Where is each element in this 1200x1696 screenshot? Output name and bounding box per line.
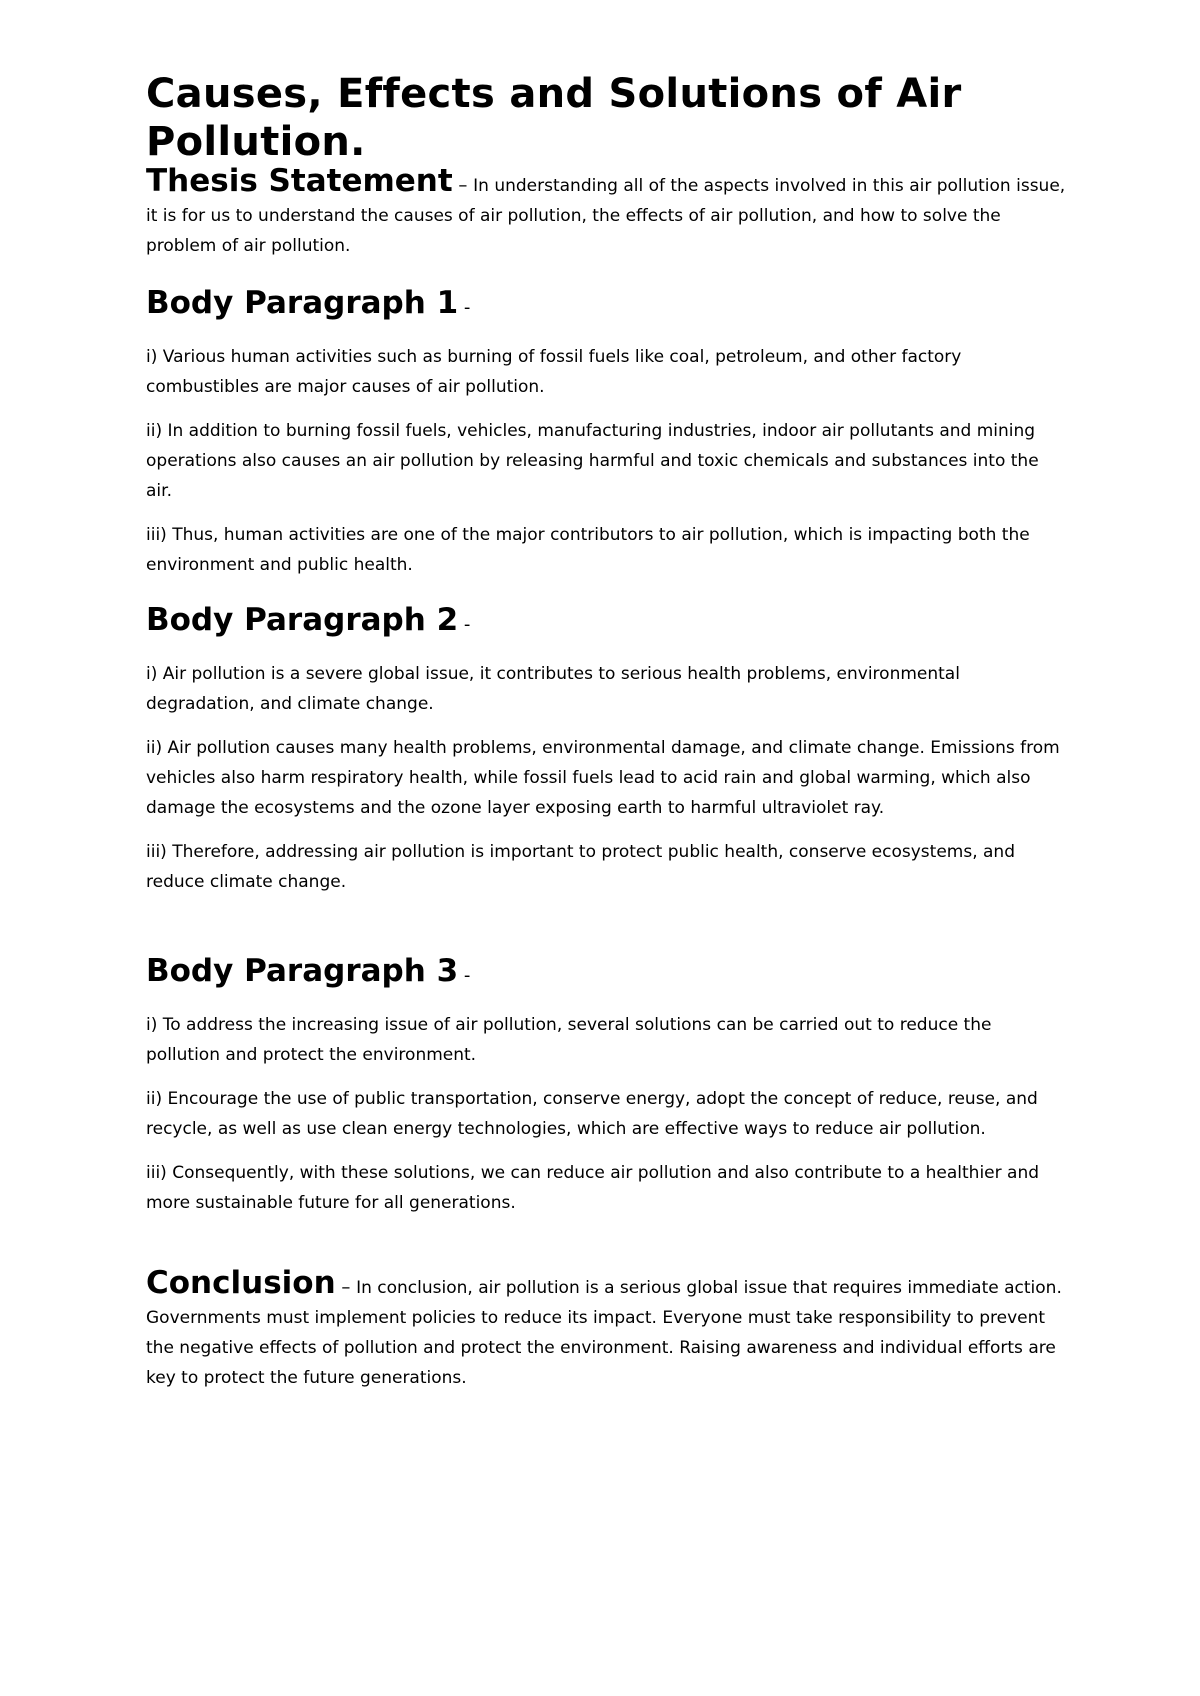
body-3-point-1: i) To address the increasing issue of air pollution, several solutions can be carried out to reduce the pollution and protect the environment. bbox=[146, 1015, 992, 1065]
conclusion-paragraph bbox=[146, 1265, 1066, 1393]
body-1-point-3: iii) Thus, human activities are one of the major contributors to air pollution, which is impacting both the environment and public health. bbox=[146, 525, 1030, 575]
body-2-point-3: iii) Therefore, addressing air pollution is important to protect public health, conserve ecosystems, and reduce climate change. bbox=[146, 842, 1015, 892]
conclusion-dash: – bbox=[335, 1277, 357, 1298]
thesis-dash: – bbox=[452, 175, 474, 196]
document-page bbox=[146, 70, 1066, 1393]
thesis-heading: Thesis Statement bbox=[146, 163, 453, 199]
section-heading-dash: - bbox=[458, 297, 471, 318]
body-3-point-2: ii) Encourage the use of public transportation, conserve energy, adopt the concept of reduce, reuse, and recycle, as well as use clean energy technologies, which are effective ways to reduce air pollution. bbox=[146, 1089, 1038, 1139]
body-1-point-1: i) Various human activities such as burning of fossil fuels like coal, petroleum, and other factory combustibles are major causes of air pollution. bbox=[146, 347, 962, 397]
conclusion-text: In conclusion, air pollution is a serious global issue that requires immediate action. Governments must implement policies to reduce its impact. Everyone must take responsibility to prevent the negative effects of pollution and protect the environment. Raising awareness and individual efforts are key to protect the future generations. bbox=[146, 1278, 1062, 1388]
section-heading-text: Body Paragraph 1 bbox=[146, 285, 459, 321]
body-2-point-2: ii) Air pollution causes many health problems, environmental damage, and climate change. Emissions from vehicles also harm respiratory health, while fossil fuels lead to acid rain and global warming, which also damage the ecosystems and the ozone layer exposing earth to harmful ultraviolet ray. bbox=[146, 738, 1060, 818]
section-heading-dash: - bbox=[458, 614, 471, 635]
section-heading-text: Body Paragraph 3 bbox=[146, 953, 459, 989]
section-heading-body-2 bbox=[146, 600, 1066, 645]
body-3-point-3: iii) Consequently, with these solutions, we can reduce air pollution and also contribute to a healthier and more sustainable future for all generations. bbox=[146, 1163, 1040, 1213]
section-heading-text: Body Paragraph 2 bbox=[146, 602, 459, 638]
thesis-statement bbox=[146, 163, 1066, 261]
section-heading-dash: - bbox=[458, 965, 471, 986]
thesis-text: In understanding all of the aspects involved in this air pollution issue, it is for us to understand the causes of air pollution, the effects of air pollution, and how to solve the problem of air pollution. bbox=[146, 176, 1066, 256]
document-title: Causes, Effects and Solutions of Air Pollution. bbox=[146, 71, 962, 165]
body-1-point-2: ii) In addition to burning fossil fuels, vehicles, manufacturing industries, indoor air pollutants and mining operations also causes an air pollution by releasing harmful and toxic chemicals and substances into the air. bbox=[146, 421, 1039, 501]
body-2-point-1: i) Air pollution is a severe global issue, it contributes to serious health problems, environmental degradation, and climate change. bbox=[146, 664, 960, 714]
conclusion-heading: Conclusion bbox=[146, 1265, 336, 1301]
section-heading-body-3 bbox=[146, 951, 1066, 996]
section-heading-body-1 bbox=[146, 283, 1066, 328]
